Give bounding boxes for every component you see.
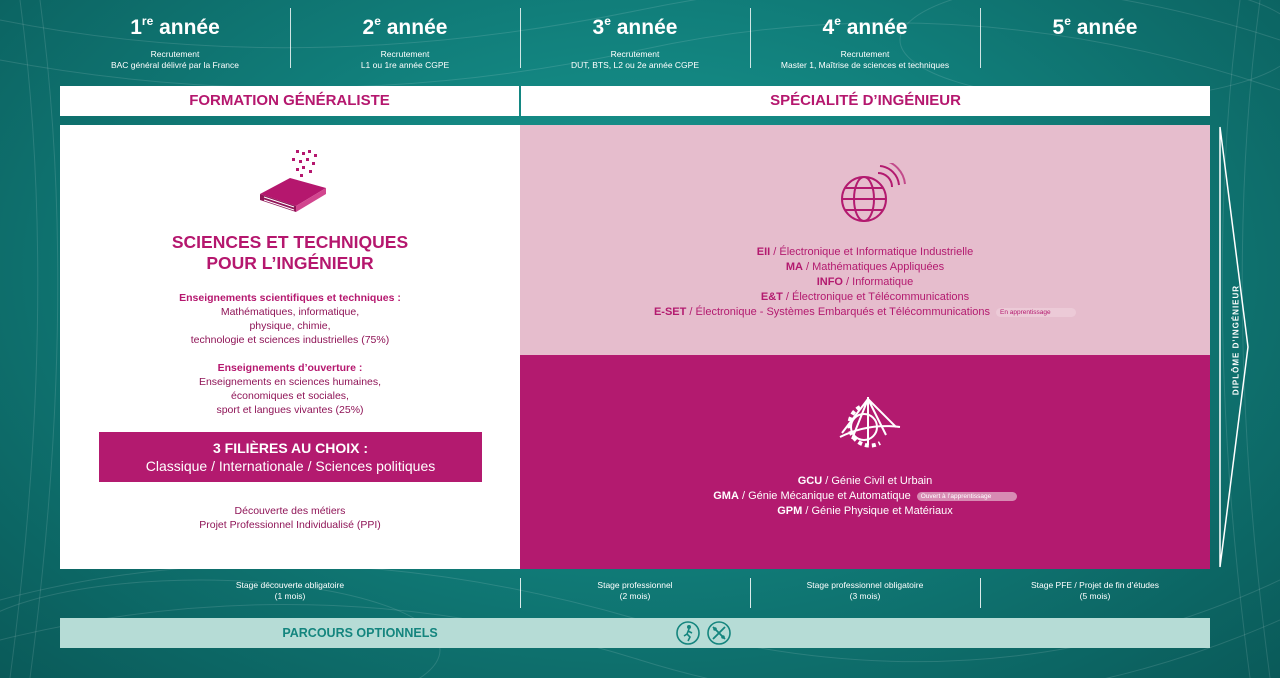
spec-item: MA / Mathématiques Appliquées — [785, 261, 945, 273]
year-title: 3e année — [592, 14, 678, 39]
year-3 — [520, 8, 750, 70]
stage-item: Stage professionnel obligatoire (3 mois) — [806, 580, 924, 601]
spec-item: E-SET / Électronique - Systèmes Embarqués et Télécommunications En apprentissage — [520, 305, 1210, 320]
year-title: 4e année — [822, 14, 908, 39]
decouverte-block: Découverte des métiers Projet Professionnel Individualisé (PPI) — [199, 505, 381, 531]
year-recruitment: Recrutement BAC général délivré par la France — [110, 49, 240, 70]
parcours-label: PARCOURS OPTIONNELS — [282, 626, 438, 640]
spec-list-magenta — [520, 474, 1210, 519]
spec-item: E&T / Électronique et Télécommunications — [760, 291, 970, 303]
apprentissage-badge: Ouvert à l’apprentissage — [917, 492, 1017, 501]
year-title: 2e année — [362, 14, 448, 39]
panel-specialite-pink — [520, 125, 1210, 355]
year-1 — [60, 8, 290, 70]
section-title: SCIENCES ET TECHNIQUES POUR L’INGÉNIEUR — [171, 232, 409, 273]
spec-item: GPM / Génie Physique et Matériaux — [777, 505, 953, 517]
year-title: 1re année — [130, 14, 220, 39]
globe-wifi-icon — [838, 163, 908, 225]
year-recruitment: Recrutement Master 1, Maîtrise de sciences et techniques — [780, 49, 950, 70]
year-title: 5e année — [1052, 14, 1138, 39]
year-2 — [290, 8, 520, 70]
spec-item: EII / Électronique et Informatique Industrielle — [756, 246, 974, 258]
stage-item: Stage PFE / Projet de fin d’études (5 mois) — [1030, 580, 1160, 601]
year-4 — [750, 8, 980, 70]
sci-teaching-block: Enseignements scientifiques et techniques : Mathématiques, informatique, physique, chimie, technologie et sciences industrielles (75%) — [179, 292, 401, 346]
band-generaliste: FORMATION GÉNÉRALISTE — [60, 86, 519, 116]
stage-item: Stage découverte obligatoire (1 mois) — [235, 580, 345, 601]
year-5 — [980, 8, 1210, 70]
apprentissage-badge: En apprentissage — [996, 308, 1076, 317]
stage-item: Stage professionnel (2 mois) — [597, 580, 673, 601]
spec-list-pink — [520, 245, 1210, 320]
bridge-gear-icon — [838, 393, 904, 453]
band-specialite: SPÉCIALITÉ D’INGÉNIEUR — [521, 86, 1210, 116]
spec-item: INFO / Informatique — [816, 276, 914, 288]
panel-specialite-magenta — [520, 355, 1210, 569]
diplome-label: DIPLÔME D’INGÉNIEUR — [1231, 284, 1241, 396]
year-recruitment: Recrutement DUT, BTS, L2 ou 2e année CGPE — [570, 49, 700, 70]
ouverture-block: Enseignements d’ouverture : Enseignements en sciences humaines, économiques et sociales, sport et langues vivantes (25%) — [198, 362, 382, 416]
filieres-box: 3 FILIÈRES AU CHOIX : Classique / Internationale / Sciences politiques — [99, 432, 482, 482]
year-recruitment: Recrutement L1 ou 1re année CGPE — [360, 49, 450, 70]
athlete-icon — [676, 621, 700, 645]
book-icon — [252, 148, 336, 214]
spec-item: GCU / Génie Civil et Urbain — [797, 475, 933, 487]
palette-icon — [707, 621, 731, 645]
spec-item: GMA / Génie Mécanique et Automatique Ouvert à l’apprentissage — [520, 489, 1210, 504]
